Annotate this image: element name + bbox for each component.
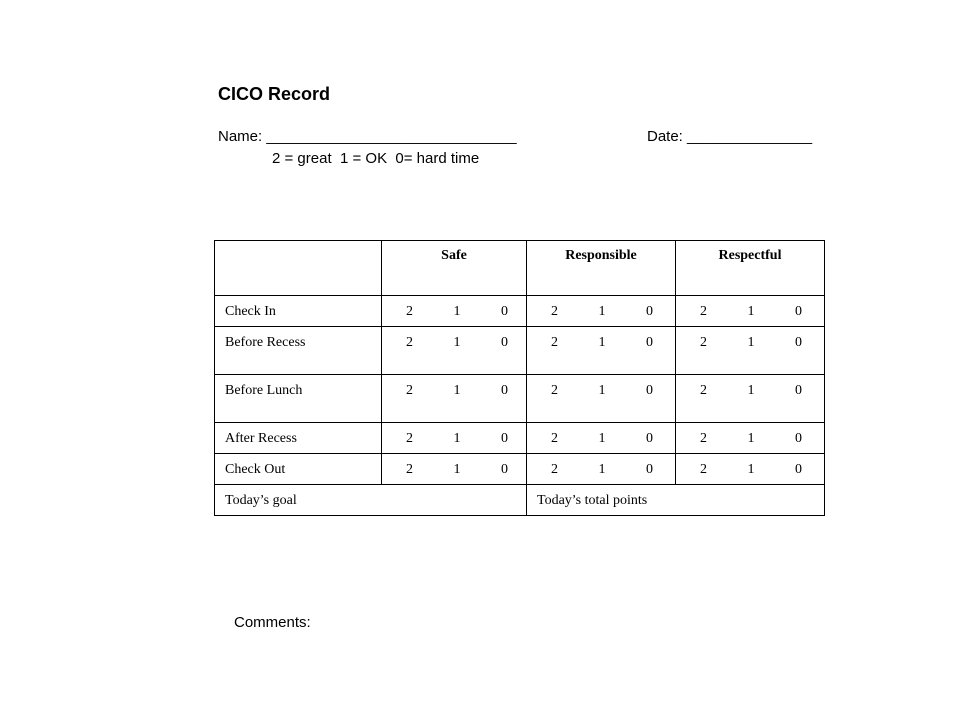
- rating-cell-responsible[interactable]: 2 1 0: [527, 375, 676, 423]
- rating-cell-safe[interactable]: 2 1 0: [382, 454, 527, 485]
- rating-cell-respectful[interactable]: 2 1 0: [676, 296, 825, 327]
- todays-goal-cell[interactable]: Today’s goal: [215, 485, 527, 516]
- row-label: After Recess: [215, 423, 382, 454]
- row-label: Check In: [215, 296, 382, 327]
- rating-cell-responsible[interactable]: 2 1 0: [527, 423, 676, 454]
- header-respectful: Respectful: [676, 241, 825, 296]
- rating-cell-respectful[interactable]: 2 1 0: [676, 423, 825, 454]
- row-label: Before Lunch: [215, 375, 382, 423]
- rating-cell-respectful[interactable]: 2 1 0: [676, 327, 825, 375]
- rating-cell-safe[interactable]: 2 1 0: [382, 327, 527, 375]
- table-header-row: [215, 241, 825, 296]
- todays-total-points-cell[interactable]: Today’s total points: [527, 485, 825, 516]
- rating-cell-responsible[interactable]: 2 1 0: [527, 296, 676, 327]
- rating-cell-respectful[interactable]: 2 1 0: [676, 375, 825, 423]
- page-title: CICO Record: [218, 84, 331, 104]
- rating-cell-respectful[interactable]: 2 1 0: [676, 454, 825, 485]
- cico-table: [214, 240, 825, 516]
- row-label: Check Out: [215, 454, 382, 485]
- table-row: [215, 296, 825, 327]
- table-row: [215, 423, 825, 454]
- table-row: [215, 375, 825, 423]
- header-responsible: Responsible: [527, 241, 676, 296]
- row-label: Before Recess: [215, 327, 382, 375]
- date-field: Date: _______________: [647, 128, 813, 145]
- rating-cell-responsible[interactable]: 2 1 0: [527, 327, 676, 375]
- table-footer-row: [215, 485, 825, 516]
- table-row: [215, 327, 825, 375]
- comments-label: Comments:: [234, 614, 311, 631]
- rating-cell-safe[interactable]: 2 1 0: [382, 375, 527, 423]
- header-safe: Safe: [382, 241, 527, 296]
- rating-scale-legend: 2 = great 1 = OK 0= hard time: [272, 150, 480, 167]
- rating-cell-safe[interactable]: 2 1 0: [382, 296, 527, 327]
- rating-cell-responsible[interactable]: 2 1 0: [527, 454, 676, 485]
- header-empty-cell: [215, 241, 382, 296]
- table-row: [215, 454, 825, 485]
- name-field: Name: ______________________________: [218, 128, 517, 145]
- rating-cell-safe[interactable]: 2 1 0: [382, 423, 527, 454]
